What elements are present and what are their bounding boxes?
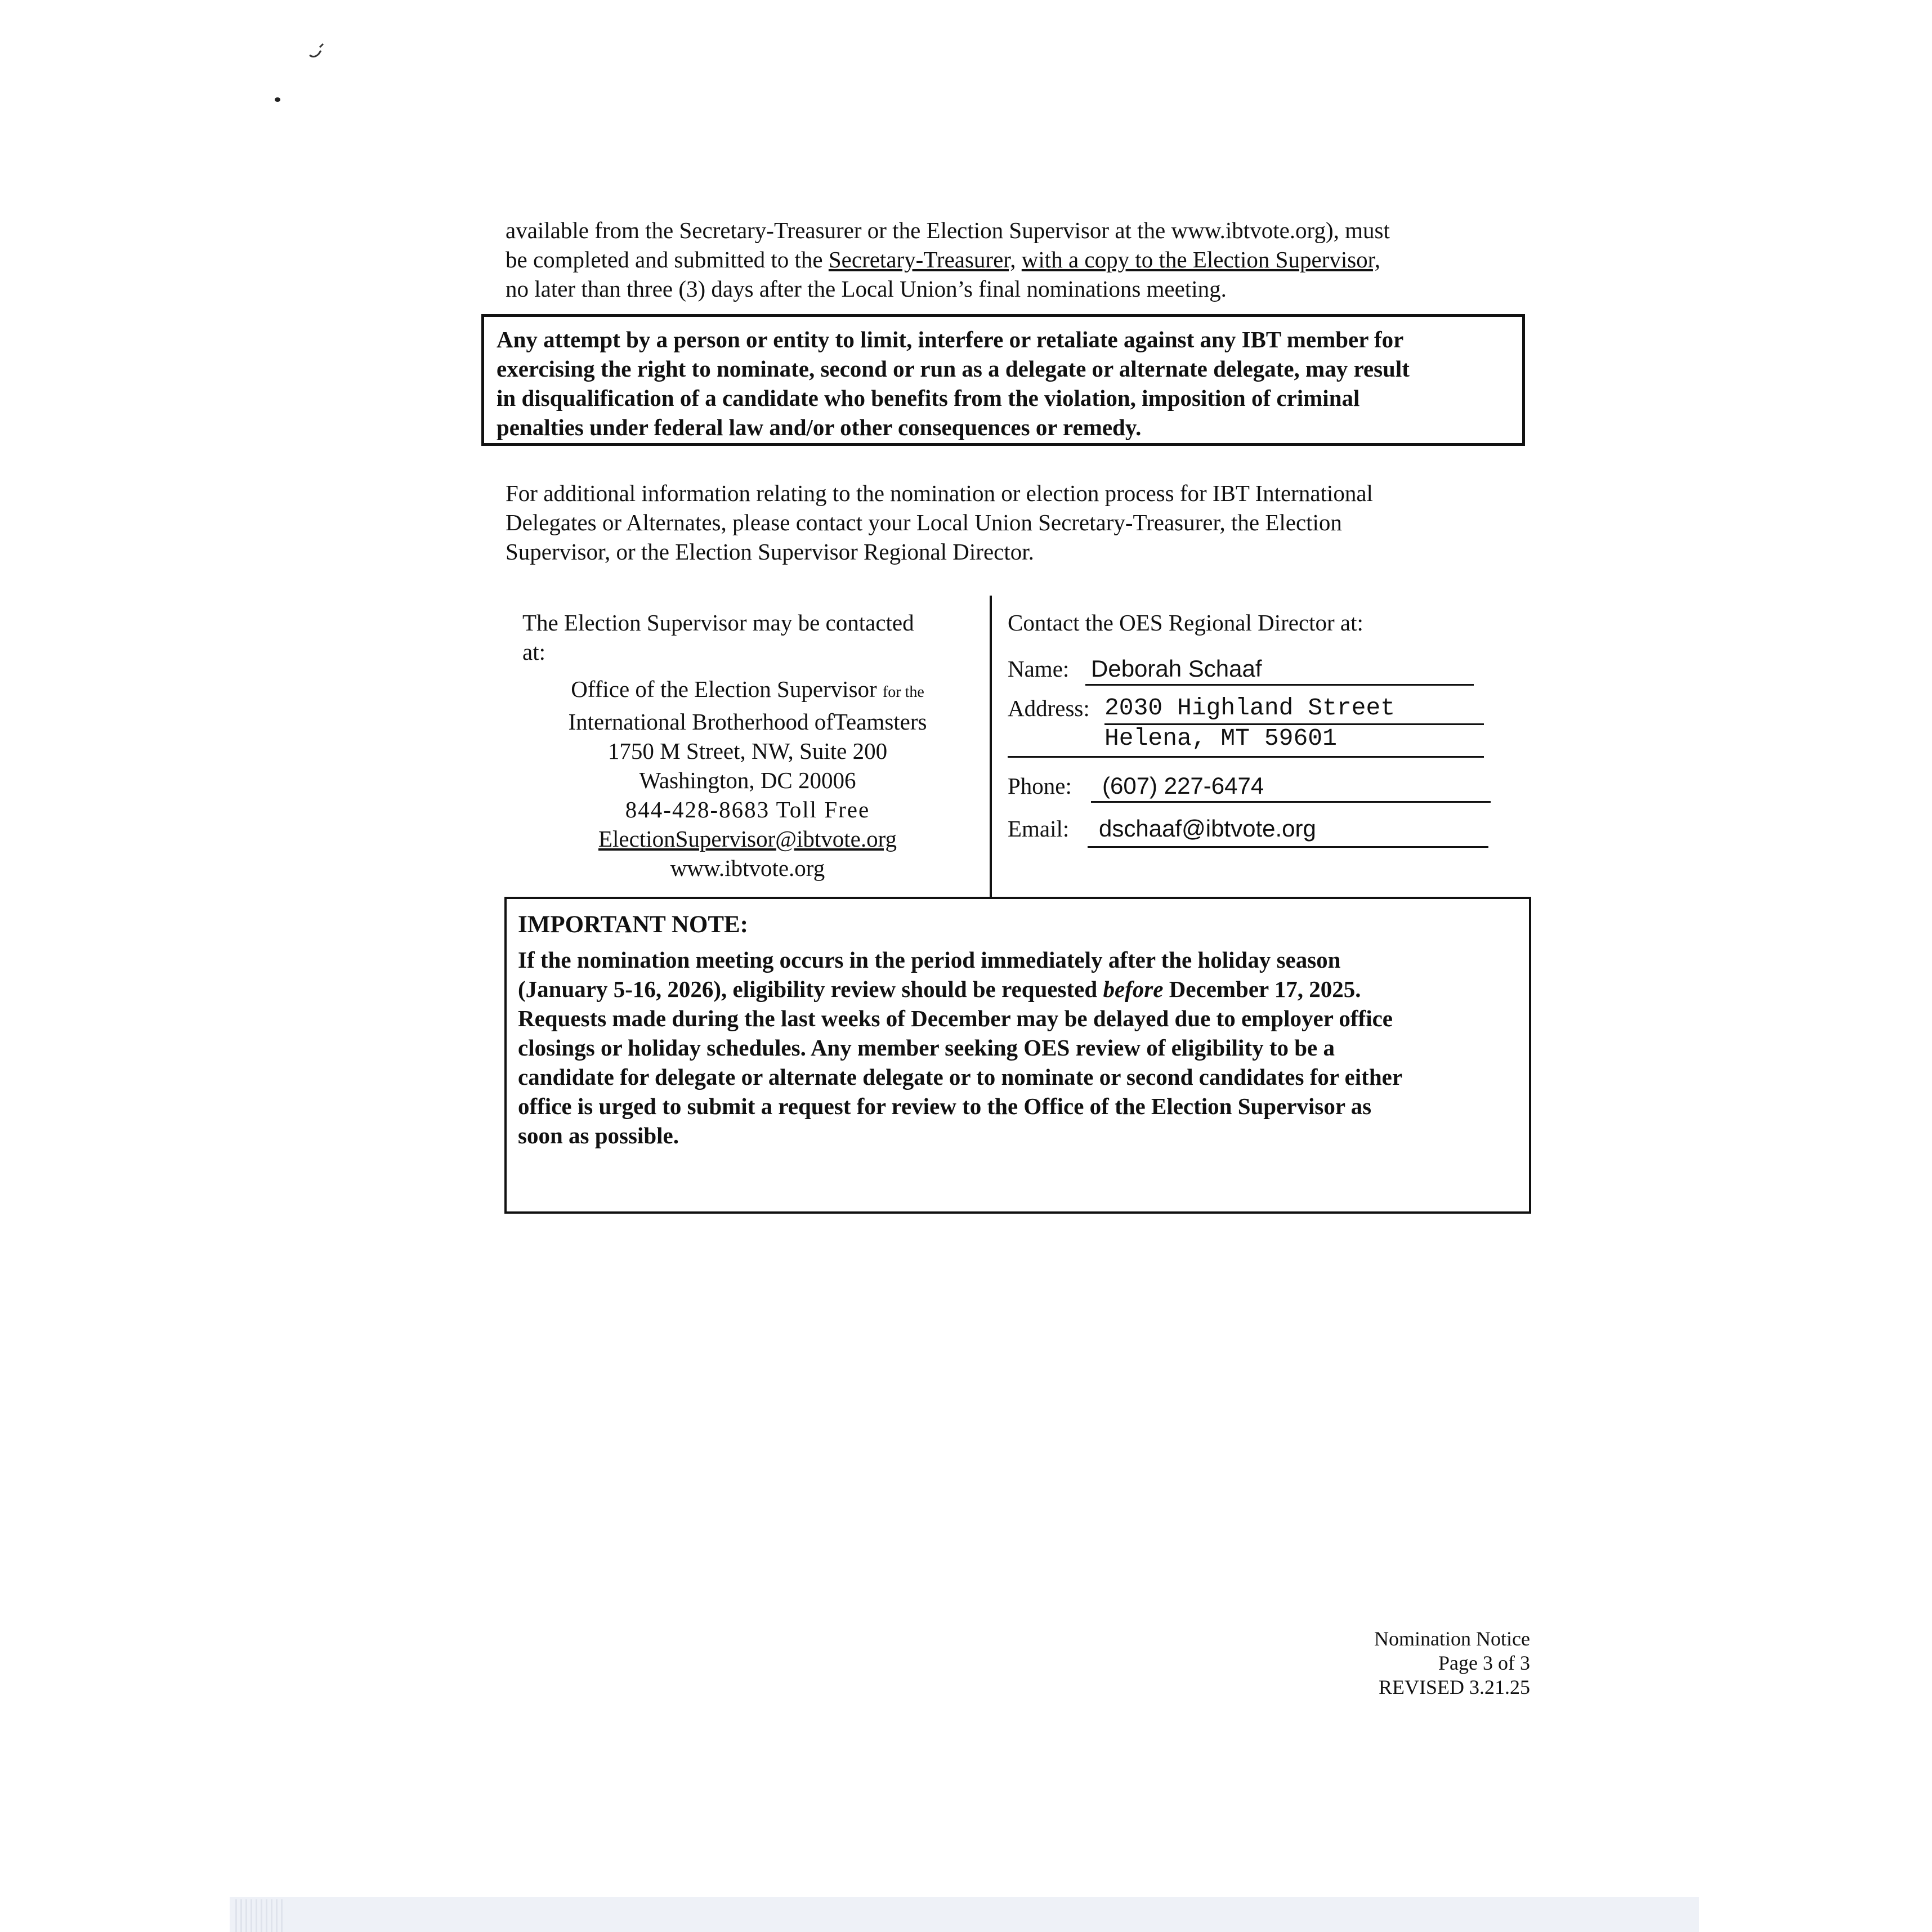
note-line-5: candidate for delegate or alternate delegate or to nominate or second candidates for either	[518, 1064, 1403, 1090]
note-line-2-prefix: (January 5-16, 2026), eligibility review should be requested	[518, 976, 1103, 1002]
rd-name-label: Name:	[1008, 656, 1070, 682]
info-line-2: Delegates or Alternates, please contact your Local Union Secretary-Treasurer, the Election	[506, 509, 1342, 535]
note-line-1: If the nomination meeting occurs in the period immediately after the holiday season	[518, 947, 1341, 973]
page-footer	[1374, 1627, 1530, 1700]
submission-line-2-space	[1016, 247, 1022, 272]
footer-title: Nomination Notice	[1374, 1627, 1530, 1650]
submission-paragraph	[506, 216, 1519, 303]
es-street: 1750 M Street, NW, Suite 200	[607, 738, 888, 764]
important-note-heading: IMPORTANT NOTE:	[518, 911, 749, 938]
rd-name-underline	[1085, 684, 1474, 686]
regional-director-contact	[1008, 608, 1497, 842]
es-phone: 844-428-8683 Toll Free	[625, 797, 870, 822]
es-city: Washington, DC 20006	[639, 767, 856, 793]
rd-phone-row	[1008, 769, 1497, 803]
warning-line-4: penalties under federal law and/or other consequences or remedy.	[497, 414, 1142, 440]
rd-email-value[interactable]: dschaaf@ibtvote.org	[1099, 815, 1316, 842]
rd-address-line-1: 2030 Highland Street	[1104, 694, 1396, 722]
es-website[interactable]: www.ibtvote.org	[670, 855, 825, 881]
info-line-1: For additional information relating to the nomination or election process for IBT International	[506, 480, 1373, 506]
es-office: Office of the Election Supervisor	[571, 676, 877, 702]
submission-line-1: available from the Secretary-Treasurer or the Election Supervisor at the www.ibtvote.org), must	[506, 217, 1390, 243]
warning-line-1: Any attempt by a person or entity to limit, interfere or retaliate against any IBT member for	[497, 327, 1404, 352]
rd-address-row-2	[1008, 722, 1497, 755]
copy-to-supervisor-underlined: with a copy to the Election Supervisor,	[1021, 247, 1380, 272]
es-address-block	[522, 674, 973, 883]
contact-column-divider	[990, 596, 992, 898]
rd-address-underline-2	[1008, 756, 1484, 758]
scanner-edge-strip	[230, 1897, 1699, 1932]
rd-email-label: Email:	[1008, 816, 1070, 842]
note-line-2-suffix: December 17, 2025.	[1163, 976, 1361, 1002]
es-office-line	[522, 674, 973, 707]
scanner-edge-marks	[235, 1899, 286, 1932]
note-line-4: closings or holiday schedules. Any member seeking OES review of eligibility to be a	[518, 1035, 1335, 1061]
rd-heading: Contact the OES Regional Director at:	[1008, 610, 1363, 636]
important-note-body	[518, 945, 1518, 1150]
rd-address-row	[1008, 691, 1497, 725]
scan-speck-mark	[308, 39, 325, 62]
rd-name-row	[1008, 652, 1497, 686]
secretary-treasurer-underlined: Secretary-Treasurer,	[828, 247, 1016, 272]
es-office-for-the: for the	[882, 683, 924, 701]
es-intro-line-1: The Election Supervisor may be contacted	[522, 610, 914, 636]
info-line-3: Supervisor, or the Election Supervisor Regional Director.	[506, 539, 1034, 565]
important-note-box	[504, 897, 1531, 1214]
submission-line-3: no later than three (3) days after the Local Union’s final nominations meeting.	[506, 276, 1227, 302]
rd-address-line-2: Helena, MT 59601	[1104, 724, 1337, 752]
es-intro-line-2: at:	[522, 639, 545, 665]
es-intro	[522, 608, 973, 667]
submission-line-2-prefix: be completed and submitted to the	[506, 247, 829, 272]
note-line-3: Requests made during the last weeks of December may be delayed due to employer office	[518, 1005, 1393, 1031]
rd-name-value: Deborah Schaaf	[1091, 655, 1262, 682]
note-line-2-emphasis: before	[1103, 976, 1164, 1002]
rd-phone-value: (607) 227-6474	[1102, 772, 1264, 799]
warning-line-3: in disqualification of a candidate who benefits from the violation, imposition of criminal	[497, 385, 1360, 411]
footer-page-number: Page 3 of 3	[1438, 1652, 1530, 1674]
note-line-7: soon as possible.	[518, 1122, 679, 1148]
rd-phone-label: Phone:	[1008, 773, 1072, 799]
rd-phone-underline	[1091, 801, 1491, 803]
scan-speck-dot	[275, 97, 280, 102]
rd-email-underline	[1088, 846, 1488, 848]
footer-revised: REVISED 3.21.25	[1379, 1676, 1530, 1698]
retaliation-warning-box	[481, 314, 1525, 446]
note-line-6: office is urged to submit a request for review to the Office of the Election Supervisor as	[518, 1093, 1372, 1119]
es-org: International Brotherhood ofTeamsters	[568, 709, 927, 735]
submission-line-2	[506, 245, 1519, 274]
note-line-2	[518, 974, 1518, 1004]
additional-info-paragraph	[506, 478, 1519, 566]
rd-address-label: Address:	[1008, 695, 1090, 721]
rd-email-row	[1008, 812, 1497, 846]
warning-line-2: exercising the right to nominate, second or run as a delegate or alternate delegate, may result	[497, 356, 1410, 382]
election-supervisor-contact	[522, 608, 973, 883]
es-email-link[interactable]: ElectionSupervisor@ibtvote.org	[598, 826, 897, 852]
